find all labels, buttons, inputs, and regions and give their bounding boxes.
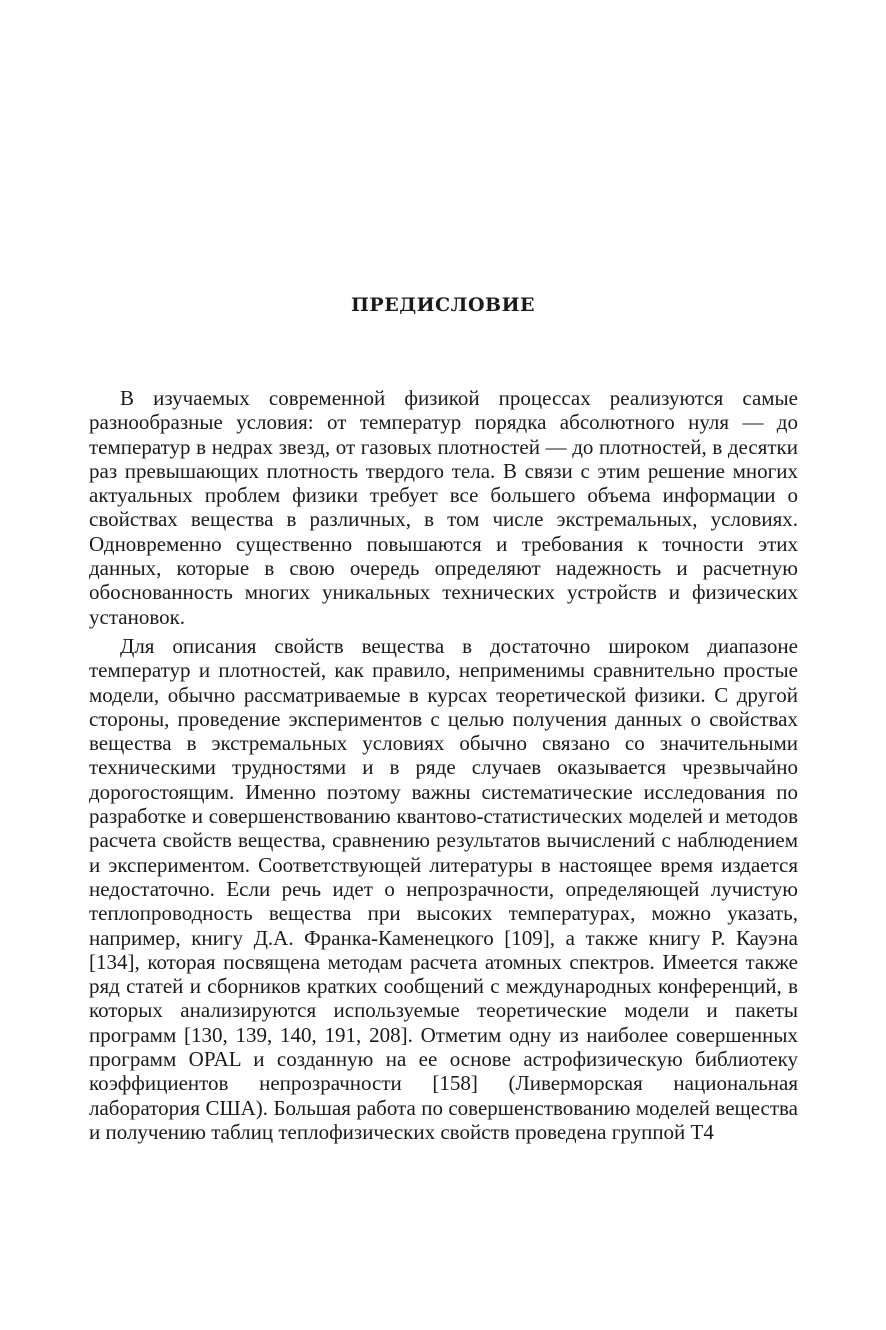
- paragraph-1: В изучаемых современной физикой процессах реализуются самые разнообразные условия: от температур порядка абсолютного нуля — до температур в недрах звезд, от газовых плотностей — до плотностей, в десятки раз превышающих плотность твердого тела. В связи с этим решение многих актуальных проблем физики требует все большего объема информации о свойствах вещества в различных, в том числе экстремальных, условиях. Одновременно существенно повышаются и требования к точности этих данных, которые в свою очередь определяют надежность и расчетную обоснованность многих уникальных технических устройств и физических установок.: [89, 386, 798, 629]
- body-text: [89, 386, 798, 1144]
- paragraph-2: Для описания свойств вещества в достаточно широком диапазоне температур и плотностей, как правило, неприменимы сравнительно простые модели, обычно рассматриваемые в курсах теоретической физики. С другой стороны, проведение экспериментов с целью получения данных о свойствах вещества в экстремальных условиях обычно связано со значительными техническими трудностями и в ряде случаев оказывается чрезвычайно дорогостоящим. Именно поэтому важны систематические исследования по разработке и совершенствованию квантово-статистических моделей и методов расчета свойств вещества, сравнению результатов вычислений с наблюдением и экспериментом. Соответствующей литературы в настоящее время издается недостаточно. Если речь идет о непрозрачности, определяющей лучистую теплопроводность вещества при высоких температурах, можно указать, например, книгу Д.А. Франка-Каменецкого [109], а также книгу Р. Кауэна [134], которая посвящена методам расчета атомных спектров. Имеется также ряд статей и сборников кратких сообщений с международных конференций, в которых анализируются используемые теоретические модели и пакеты программ [130, 139, 140, 191, 208]. Отметим одну из наиболее совершенных программ OPAL и созданную на ее основе астрофизическую библиотеку коэффициентов непрозрачности [158] (Ливерморская национальная лаборатория США). Большая работа по совершенствованию моделей вещества и получению таблиц теплофизических свойств проведена группой Т4: [89, 633, 798, 1144]
- page-title: ПРЕДИСЛОВИЕ: [350, 294, 536, 316]
